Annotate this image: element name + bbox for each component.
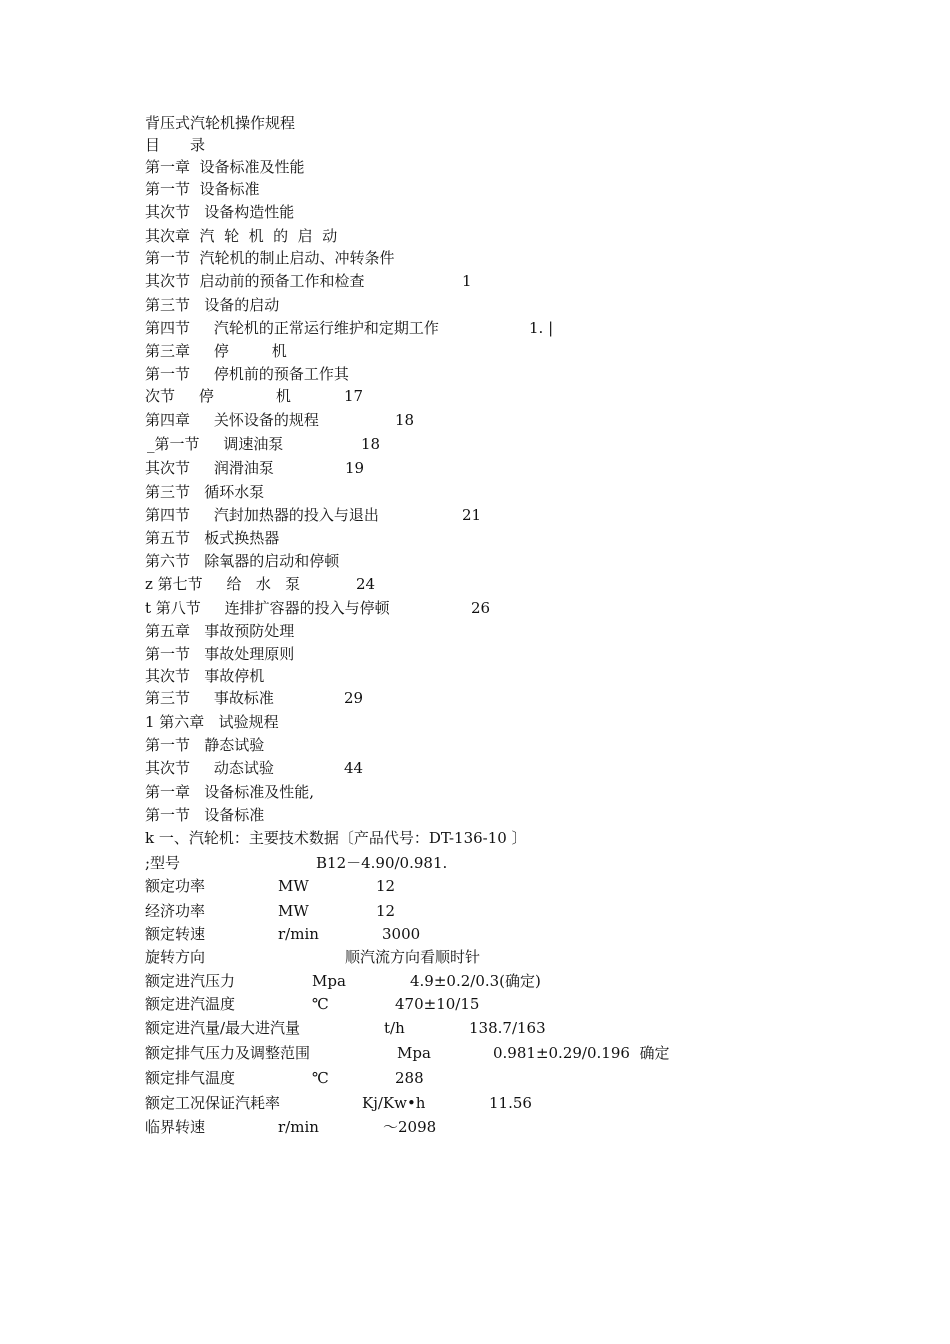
line-value: Mpa <box>397 1044 431 1062</box>
line-value: 0.981±0.29/0.196 确定 <box>493 1044 670 1062</box>
text-line <box>0 993 950 1015</box>
line-label: 经济功率 <box>145 902 206 920</box>
line-label: 次节 停 机 <box>145 387 291 405</box>
line-label: 其次节 启动前的预备工作和检查 <box>145 272 365 290</box>
line-value: 3000 <box>382 925 421 943</box>
line-label: 第一节 设备标准 <box>145 806 265 824</box>
text-line <box>0 363 950 385</box>
line-value: 26 <box>471 599 491 617</box>
line-value: 29 <box>344 689 364 707</box>
text-line <box>0 504 950 526</box>
text-line <box>0 875 950 897</box>
line-label: 额定进汽温度 <box>145 995 236 1013</box>
line-label: z 第七节 给 水 泵 <box>145 575 301 593</box>
line-value: 44 <box>344 759 364 777</box>
line-label: 第一章 设备标准及性能 <box>145 158 305 176</box>
line-label: 额定进汽压力 <box>145 972 236 990</box>
text-line <box>0 156 950 178</box>
line-value: r/min <box>278 1118 319 1136</box>
line-value: B12－4.90/0.981. <box>316 854 448 872</box>
line-label: 额定排气温度 <box>145 1069 236 1087</box>
text-line <box>0 1092 950 1114</box>
text-line <box>0 573 950 595</box>
text-line <box>0 946 950 968</box>
text-line <box>0 481 950 503</box>
line-label: _第一节 调速油泵 <box>147 435 284 453</box>
line-label: 第一章 设备标准及性能, <box>145 783 315 801</box>
line-label: 背压式汽轮机操作规程 <box>145 114 296 132</box>
text-line <box>0 852 950 874</box>
line-label: 第四章 关怀设备的规程 <box>145 411 319 429</box>
text-line <box>0 923 950 945</box>
line-label: 额定工况保证汽耗率 <box>145 1094 281 1112</box>
text-line <box>0 970 950 992</box>
line-value: 12 <box>376 902 396 920</box>
line-label: 额定转速 <box>145 925 206 943</box>
text-line <box>0 827 950 849</box>
line-label: 其次节 事故停机 <box>145 667 265 685</box>
line-label: 第一节 事故处理原则 <box>145 645 295 663</box>
line-label: 1 第六章 试验规程 <box>145 713 279 731</box>
text-line <box>0 134 950 156</box>
text-line <box>0 687 950 709</box>
line-label: 其次节 润滑油泵 <box>145 459 274 477</box>
line-label: 第一节 汽轮机的制止启动、冲转条件 <box>145 249 395 267</box>
line-value: 17 <box>344 387 364 405</box>
line-label: 第一节 停机前的预备工作其 <box>145 365 349 383</box>
text-line <box>0 804 950 826</box>
line-label: 其次节 设备构造性能 <box>145 203 295 221</box>
line-label: 第五章 事故预防处理 <box>145 622 295 640</box>
line-value: 顺汽流方向看顺时针 <box>345 948 481 966</box>
text-line <box>0 178 950 200</box>
text-line <box>0 665 950 687</box>
line-value: MW <box>278 877 309 895</box>
line-label: k 一、汽轮机：主要技术数据〔产品代号：DT-136-10 〕 <box>145 829 527 847</box>
text-line <box>0 409 950 431</box>
line-label: 第三节 循环水泵 <box>145 483 265 501</box>
text-line <box>0 1116 950 1138</box>
line-label: 目 录 <box>145 136 206 154</box>
text-line <box>0 225 950 247</box>
line-label: 第三章 停 机 <box>145 342 287 360</box>
line-value: 18 <box>361 435 381 453</box>
line-value: 138.7/163 <box>469 1019 546 1037</box>
line-value: 12 <box>376 877 396 895</box>
line-label: 第一节 设备标准 <box>145 180 260 198</box>
text-line <box>0 1042 950 1064</box>
text-line <box>0 201 950 223</box>
text-line <box>0 900 950 922</box>
line-value: 288 <box>395 1069 424 1087</box>
line-value: ℃ <box>312 1069 329 1087</box>
text-line <box>0 1017 950 1039</box>
line-value: ～2098 <box>383 1118 437 1136</box>
line-label: t 第八节 连排扩容器的投入与停顿 <box>145 599 390 617</box>
line-label: 额定排气压力及调整范围 <box>145 1044 311 1062</box>
line-value: 24 <box>356 575 376 593</box>
line-value: r/min <box>278 925 319 943</box>
text-line <box>0 317 950 339</box>
text-line <box>0 734 950 756</box>
line-value: 4.9±0.2/0.3(确定) <box>410 972 541 990</box>
text-line <box>0 294 950 316</box>
text-line <box>0 457 950 479</box>
text-line <box>0 385 950 407</box>
text-line <box>0 1067 950 1089</box>
line-value: Kj/Kw•h <box>362 1094 426 1112</box>
text-line <box>0 112 950 134</box>
line-label: 其次节 动态试验 <box>145 759 274 777</box>
text-line <box>0 781 950 803</box>
line-value: 1 <box>462 272 472 290</box>
line-label: 临界转速 <box>145 1118 206 1136</box>
text-line <box>0 340 950 362</box>
text-line <box>0 620 950 642</box>
line-value: 470±10/15 <box>395 995 480 1013</box>
line-value: 1. | <box>529 319 554 337</box>
line-label: ;型号 <box>145 854 181 872</box>
line-label: 第五节 板式换热器 <box>145 529 280 547</box>
line-label: 第四节 汽封加热器的投入与退出 <box>145 506 379 524</box>
line-value: Mpa <box>312 972 346 990</box>
line-label: 额定功率 <box>145 877 206 895</box>
line-label: 旋转方向 <box>145 948 206 966</box>
line-label: 额定进汽量/最大进汽量 <box>145 1019 301 1037</box>
line-label: 第六节 除氧器的启动和停顿 <box>145 552 340 570</box>
line-value: 11.56 <box>489 1094 532 1112</box>
line-value: 21 <box>462 506 482 524</box>
text-line <box>0 550 950 572</box>
text-line <box>0 643 950 665</box>
line-label: 第四节 汽轮机的正常运行维护和定期工作 <box>145 319 439 337</box>
text-line <box>0 757 950 779</box>
line-label: 第三节 事故标准 <box>145 689 274 707</box>
text-line <box>0 270 950 292</box>
line-label: 第一节 静态试验 <box>145 736 265 754</box>
line-value: 19 <box>345 459 365 477</box>
line-value: MW <box>278 902 309 920</box>
text-line <box>0 597 950 619</box>
text-line <box>0 527 950 549</box>
line-value: ℃ <box>312 995 329 1013</box>
text-line <box>0 247 950 269</box>
line-label: 其次章 汽 轮 机 的 启 动 <box>145 227 338 245</box>
line-value: 18 <box>395 411 415 429</box>
line-label: 第三节 设备的启动 <box>145 296 280 314</box>
text-line <box>0 711 950 733</box>
text-line <box>0 433 950 455</box>
line-value: t/h <box>384 1019 405 1037</box>
